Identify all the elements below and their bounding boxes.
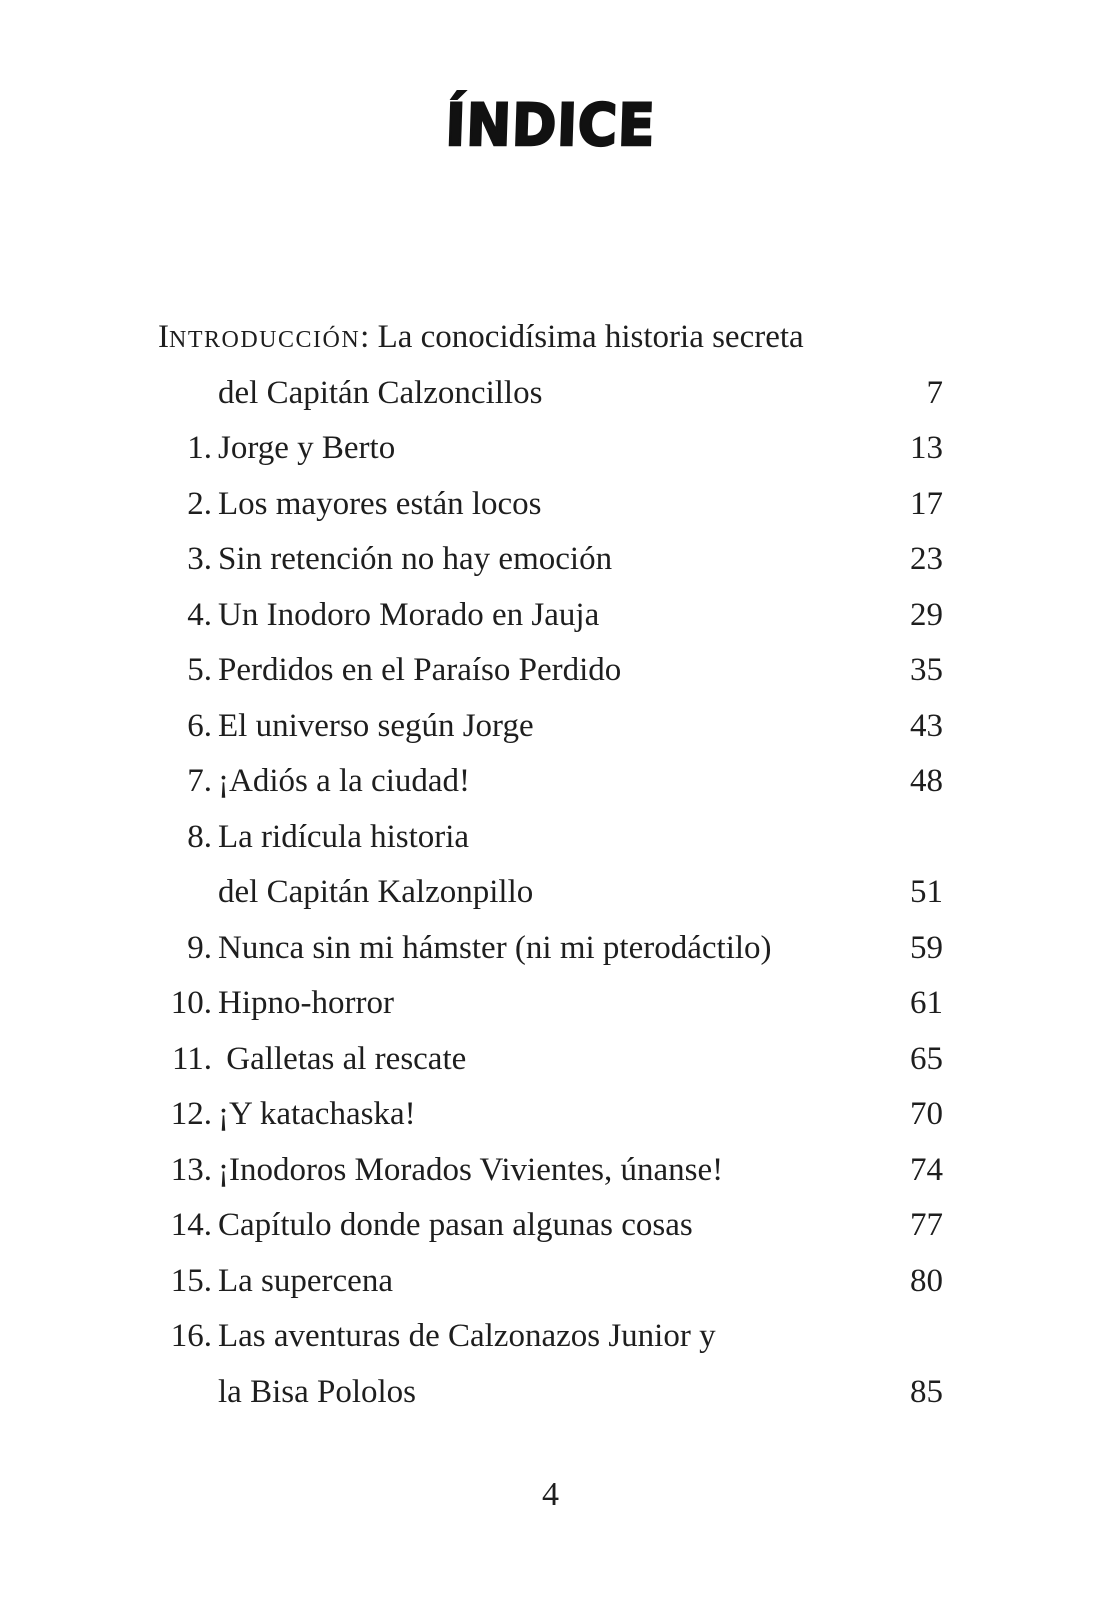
chapter-title: La supercena [218, 1262, 393, 1299]
toc-page-number: 61 [910, 985, 943, 1021]
chapter-title: Galletas al rescate [218, 1040, 467, 1077]
chapter-number: 2. [187, 485, 212, 522]
toc-entry-chapter-13 [0, 1143, 1101, 1199]
chapter-number: 7. [187, 763, 212, 799]
chapter-title-line2: del Capitán Kalzonpillo [218, 874, 534, 910]
chapter-title: Sin retención no hay emoción [218, 541, 613, 577]
intro-title-line2: del Capitán Calzoncillos [218, 374, 543, 411]
toc-entry-chapter-1 [0, 421, 1101, 477]
chapter-title: Un Inodoro Morado en Jauja [218, 596, 600, 633]
toc-page-number: 59 [910, 929, 943, 966]
toc-entry-chapter-4 [0, 588, 1101, 644]
intro-label-rest: NTRODUCCIÓN [169, 327, 361, 353]
toc-page-number: 48 [910, 763, 943, 799]
chapter-title: ¡Y katachaska! [218, 1096, 416, 1132]
chapter-number: 16. [170, 1318, 212, 1354]
chapter-title: Jorge y Berto [218, 430, 396, 466]
toc-page-number: 7 [926, 374, 943, 411]
chapter-title: La ridícula historia [218, 818, 470, 855]
chapter-number: 9. [187, 929, 212, 966]
toc-page-number: 13 [910, 430, 943, 466]
chapter-number: 14. [170, 1207, 212, 1243]
chapter-title: ¡Inodoros Morados Vivientes, únanse! [218, 1151, 724, 1188]
toc-entry-chapter-6 [0, 699, 1101, 755]
chapter-title: Perdidos en el Paraíso Perdido [218, 652, 622, 688]
chapter-title: ¡Adiós a la ciudad! [218, 763, 470, 799]
toc-entry-chapter-7 [0, 754, 1101, 810]
toc-page-number: 80 [910, 1262, 943, 1299]
toc-page-number: 77 [910, 1207, 943, 1243]
chapter-number: 5. [187, 652, 212, 688]
toc-entry-chapter-16 [0, 1309, 1101, 1365]
chapter-title: El universo según Jorge [218, 707, 534, 744]
chapter-number: 10. [170, 985, 212, 1021]
chapter-number: 6. [187, 707, 212, 744]
chapter-number: 15. [170, 1262, 212, 1299]
toc-entry-intro-continued [0, 366, 1101, 422]
toc-page-number: 17 [910, 485, 943, 522]
intro-title-line1: : La conocidísima historia secreta [360, 319, 804, 355]
chapter-number: 8. [187, 818, 212, 855]
toc-entry-chapter-14 [0, 1198, 1101, 1254]
toc-entry-chapter-5 [0, 643, 1101, 699]
toc-entry-intro [0, 310, 1101, 366]
toc-entry-title [158, 310, 804, 369]
chapter-number: 11. [171, 1040, 212, 1077]
chapter-title: Nunca sin mi hámster (ni mi pterodáctilo) [218, 929, 772, 966]
toc-entry-chapter-12 [0, 1087, 1101, 1143]
toc-entry-chapter-8-continued [0, 865, 1101, 921]
chapter-title: Capítulo donde pasan algunas cosas [218, 1207, 693, 1243]
chapter-number: 12. [170, 1096, 212, 1132]
toc-entry-chapter-16-continued [0, 1365, 1101, 1421]
toc-entry-chapter-11 [0, 1032, 1101, 1088]
toc-page-number: 29 [910, 596, 943, 633]
toc-entry-chapter-15 [0, 1254, 1101, 1310]
chapter-number: 13. [170, 1151, 212, 1188]
toc-page-number: 35 [910, 652, 943, 688]
toc-entry-chapter-2 [0, 477, 1101, 533]
chapter-number: 3. [187, 541, 212, 577]
toc-page-number: 65 [910, 1040, 943, 1077]
toc-page-number: 51 [910, 874, 943, 910]
toc-page-number: 70 [910, 1096, 943, 1132]
page-folio: 4 [542, 1476, 559, 1513]
chapter-title-line2: la Bisa Pololos [218, 1373, 417, 1410]
intro-label-initial: I [158, 319, 169, 355]
toc-entry-chapter-3 [0, 532, 1101, 588]
toc-page-number: 74 [910, 1151, 943, 1188]
chapter-title: Las aventuras de Calzonazos Junior y [218, 1318, 716, 1354]
chapter-title: Hipno-horror [218, 985, 394, 1021]
table-of-contents [0, 310, 1101, 1420]
toc-entry-chapter-8 [0, 810, 1101, 866]
chapter-title: Los mayores están locos [218, 485, 542, 522]
chapter-number: 1. [187, 430, 212, 466]
toc-entry-chapter-9 [0, 921, 1101, 977]
page-title: ÍNDICE [444, 91, 657, 159]
toc-entry-chapter-10 [0, 976, 1101, 1032]
chapter-number: 4. [187, 596, 212, 633]
toc-page-number: 43 [910, 707, 943, 744]
toc-page-number: 23 [910, 541, 943, 577]
toc-page-number: 85 [910, 1373, 943, 1410]
